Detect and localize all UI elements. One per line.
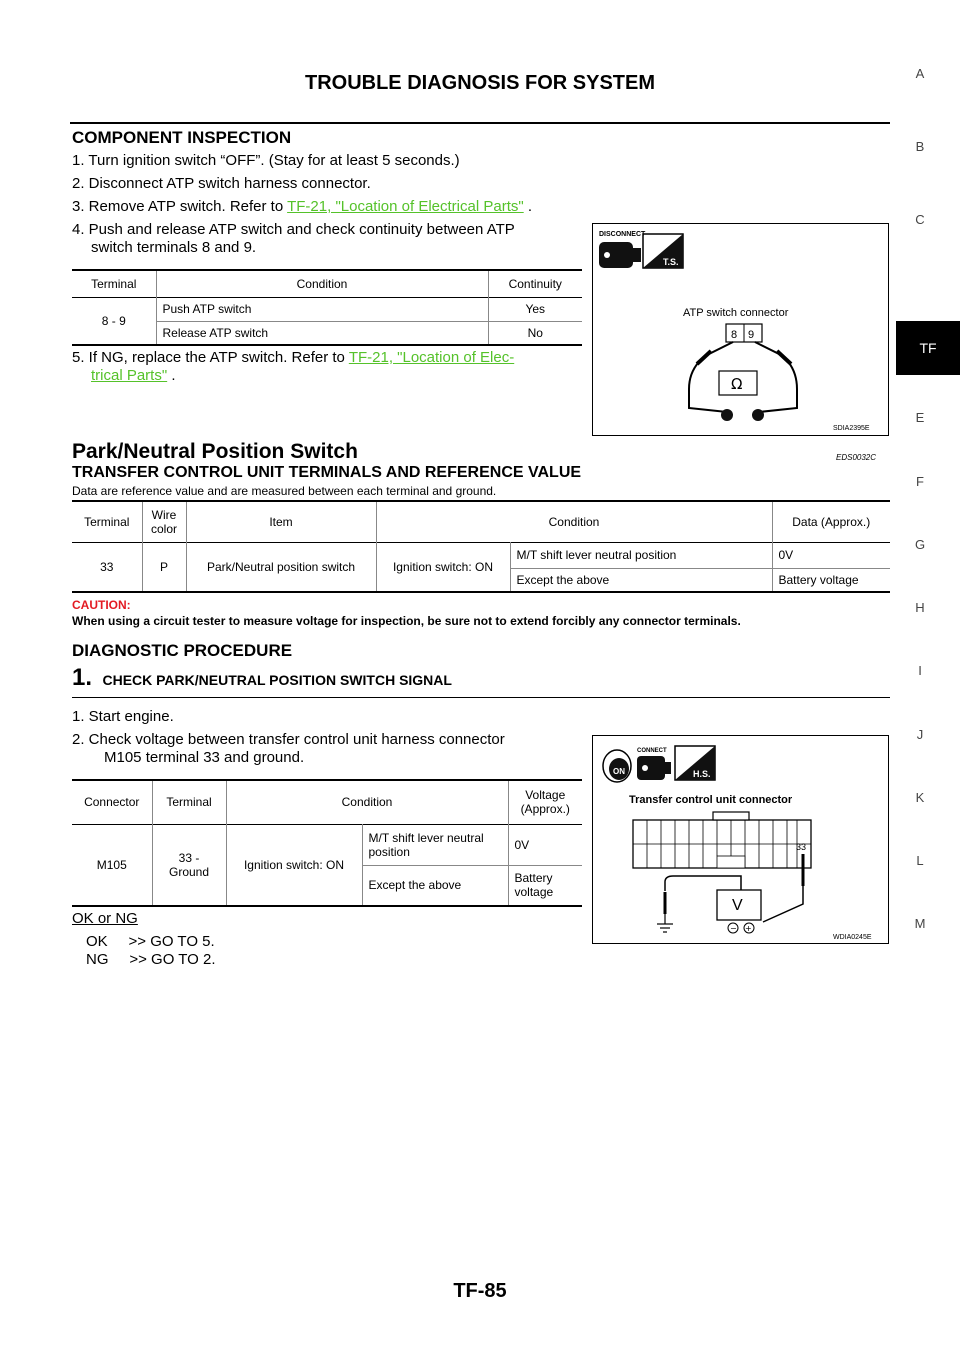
diag-heading: DIAGNOSTIC PROCEDURE: [72, 641, 293, 660]
sidebar-letter-j[interactable]: J: [916, 727, 924, 742]
disconnect-label: DISCONNECT: [599, 231, 646, 238]
td-terminal: 8 - 9: [72, 297, 156, 345]
voltage-check-table: [72, 779, 582, 907]
pin-9: 9: [748, 329, 755, 341]
sidebar-letter-b[interactable]: B: [915, 139, 925, 154]
component-inspection-heading: COMPONENT INSPECTION: [72, 128, 292, 147]
step-5: [72, 349, 587, 385]
td-continuity-no: No: [527, 325, 543, 340]
diag-line-2a: 2. Check voltage between transfer control unit harness connector: [72, 731, 505, 748]
step-4: [72, 221, 582, 257]
th-connector: Connector: [72, 780, 152, 824]
step-3-link[interactable]: TF-21, "Location of Electrical Parts": [287, 198, 524, 215]
td-sub-except: Except the above: [510, 568, 772, 592]
tcu-terminal-table: [72, 500, 890, 593]
sidebar-letter-k[interactable]: K: [915, 790, 925, 805]
step-3: [72, 198, 532, 216]
sidebar-letter-c[interactable]: C: [915, 212, 925, 227]
sidebar-letter-f[interactable]: F: [916, 474, 924, 489]
td-data-battery: Battery voltage: [778, 572, 859, 587]
th-wire-color: Wire color: [142, 501, 186, 542]
th-continuity: Continuity: [508, 276, 562, 291]
diag-step-title: CHECK PARK/NEUTRAL POSITION SWITCH SIGNAL: [102, 672, 452, 688]
step-1: 1. Turn ignition switch “OFF”. (Stay for at least 5 seconds.): [72, 152, 460, 169]
td-data-0v: 0V: [778, 548, 794, 562]
td-wire-color: P: [142, 542, 186, 592]
ignition-on-icon: [603, 750, 631, 782]
hs-label: H.S.: [693, 769, 711, 779]
ok-result: OK >> GO TO 5.: [86, 933, 215, 950]
connect-label: CONNECT: [637, 748, 667, 754]
td-continuity-yes: Yes: [525, 302, 546, 316]
diag-line-2: [72, 731, 587, 767]
tcu-figure-code: WDIA0245E: [833, 934, 872, 941]
sidebar-letter-m[interactable]: M: [914, 916, 926, 931]
diag-line-1: 1. Start engine.: [72, 708, 174, 725]
th-terminal: Terminal: [152, 780, 226, 824]
tcu-connector-label: Transfer control unit connector: [629, 794, 793, 806]
pin-33: 33: [796, 842, 807, 852]
pnp-title: Park/Neutral Position Switch: [72, 440, 358, 463]
sidebar-letter-i[interactable]: I: [918, 663, 922, 678]
td-condition-release: Release ATP switch: [156, 321, 488, 345]
sidebar-letter-l[interactable]: L: [916, 853, 924, 868]
header-rule: [70, 122, 890, 124]
th-condition: Condition: [226, 780, 508, 824]
pnp-note: Data are reference value and are measured between each terminal and ground.: [72, 484, 497, 498]
step-5-link-b[interactable]: trical Parts": [91, 367, 168, 384]
probe-terminal-right: [752, 409, 764, 421]
step-3-text: 3. Remove ATP switch. Refer to: [72, 198, 284, 215]
td-voltage-0v: 0V: [514, 837, 530, 852]
step-5-end: .: [171, 367, 176, 384]
td-condition: Ignition switch: ON: [376, 542, 510, 592]
atp-continuity-table: [72, 269, 582, 346]
step-3-end: .: [527, 198, 533, 215]
th-condition: Condition: [376, 501, 772, 542]
pin-8: 8: [731, 329, 738, 341]
step-4-line2: switch terminals 8 and 9.: [91, 239, 257, 256]
th-item: Item: [186, 501, 376, 542]
sidebar-letter-e[interactable]: E: [915, 410, 925, 425]
diag-step-header: [72, 664, 890, 698]
td-terminal: 33: [72, 542, 142, 592]
step-5-link-a[interactable]: TF-21, "Location of Elec-: [348, 349, 515, 366]
tcu-connector-figure: [592, 735, 889, 944]
td-condition-push: Push ATP switch: [156, 297, 488, 321]
page-header: TROUBLE DIAGNOSIS FOR SYSTEM: [304, 72, 656, 94]
td-connector: M105: [72, 824, 152, 906]
sidebar-letter-h[interactable]: H: [915, 600, 925, 615]
th-voltage: Voltage (Approx.): [520, 788, 570, 817]
on-label: ON: [613, 767, 625, 776]
minus-sign: −: [730, 924, 737, 933]
td-item: Park/Neutral position switch: [186, 542, 376, 592]
atp-figure-code: SDIA2395E: [833, 425, 870, 432]
pnp-subheading: TRANSFER CONTROL UNIT TERMINALS AND REFERENCE VALUE: [72, 464, 582, 481]
pnp-code: EDS0032C: [836, 453, 877, 462]
step-4-line1: 4. Push and release ATP switch and check continuity between ATP: [72, 221, 515, 238]
ground-icon: [657, 914, 673, 932]
volt-symbol: V: [732, 897, 743, 914]
td-sub-neutral: M/T shift lever neutral position: [362, 824, 508, 865]
ng-result: NG >> GO TO 2.: [86, 951, 216, 968]
sidebar-letter-g[interactable]: G: [914, 537, 926, 552]
ts-label: T.S.: [663, 257, 679, 267]
td-sub-except: Except the above: [362, 865, 508, 906]
th-terminal: Terminal: [72, 270, 156, 297]
td-voltage-battery: Battery voltage: [514, 871, 554, 900]
page-footer: TF-85: [453, 1280, 507, 1302]
plus-sign: +: [745, 924, 752, 933]
probe-terminal-left: [721, 409, 733, 421]
step-2: 2. Disconnect ATP switch harness connector.: [72, 175, 371, 192]
caution-label: CAUTION:: [72, 598, 131, 612]
th-data: Data (Approx.): [792, 514, 871, 529]
tcu-connector-diagram: [593, 736, 890, 945]
td-sub-neutral: M/T shift lever neutral position: [510, 542, 772, 568]
sidebar-letter-a[interactable]: A: [915, 66, 925, 81]
th-terminal: Terminal: [72, 501, 142, 542]
atp-switch-figure: [592, 223, 889, 436]
sidebar-tab-tf[interactable]: TF: [896, 321, 960, 375]
caution-text: When using a circuit tester to measure voltage for inspection, be sure not to extend forcibly any connector terminals.: [72, 614, 741, 628]
diag-line-2b: M105 terminal 33 and ground.: [104, 749, 305, 766]
atp-connector-label: ATP switch connector: [683, 307, 789, 319]
step-5-text: 5. If NG, replace the ATP switch. Refer to: [72, 349, 345, 366]
td-condition: Ignition switch: ON: [226, 824, 362, 906]
td-terminal: 33 - Ground: [152, 824, 226, 906]
atp-switch-diagram: [593, 224, 890, 437]
th-condition: Condition: [156, 270, 488, 297]
diag-step-number: 1.: [72, 664, 93, 691]
ok-ng-label: OK or NG: [72, 910, 138, 927]
tcu-connector: [633, 812, 811, 868]
ohm-symbol: Ω: [731, 375, 743, 393]
